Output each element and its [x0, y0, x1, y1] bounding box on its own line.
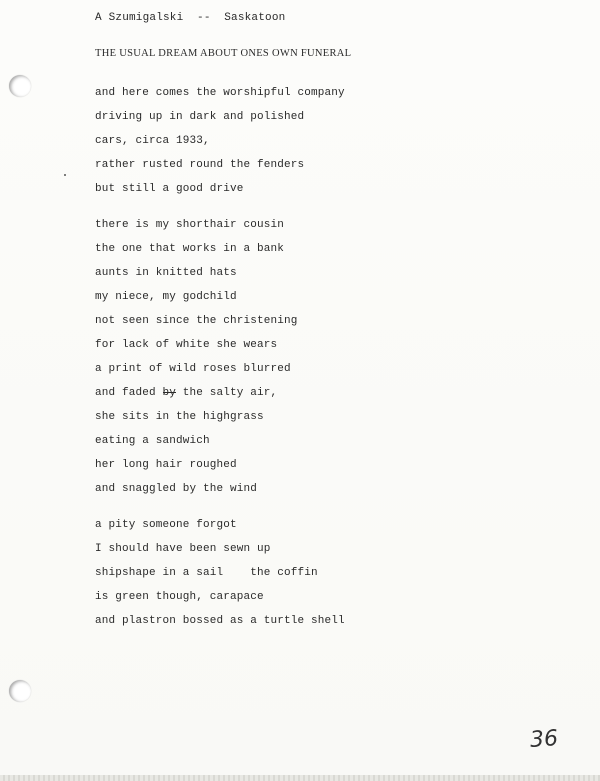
paper-speck	[64, 174, 66, 176]
handwritten-page-number: 36	[529, 726, 559, 753]
poem-line: a pity someone forgot	[95, 519, 237, 531]
poem-line: shipshape in a sail the coffin	[95, 567, 318, 579]
poem-line: and here comes the worshipful company	[95, 87, 345, 99]
poem-line: my niece, my godchild	[95, 291, 237, 303]
poem-line: rather rusted round the fenders	[95, 159, 305, 171]
poem-line: she sits in the highgrass	[95, 411, 264, 423]
poem-line: I should have been sewn up	[95, 543, 271, 555]
poem-line: driving up in dark and polished	[95, 111, 305, 123]
poem-line: and snaggled by the wind	[95, 483, 258, 495]
line-segment: and faded	[95, 387, 163, 399]
poem-line: not seen since the christening	[95, 315, 298, 327]
poem-title: THE USUAL DREAM ABOUT ONES OWN FUNERAL	[95, 48, 352, 59]
poem-line: a print of wild roses blurred	[95, 363, 291, 375]
poem-line: her long hair roughed	[95, 459, 237, 471]
poem-line: but still a good drive	[95, 183, 244, 195]
poem-line: for lack of white she wears	[95, 339, 278, 351]
page-bottom-edge	[0, 775, 600, 781]
poem-line-with-correction	[95, 386, 277, 400]
poem-line: eating a sandwich	[95, 435, 210, 447]
struck-word: by	[162, 387, 177, 399]
poem-line: aunts in knitted hats	[95, 267, 237, 279]
poem-line: cars, circa 1933,	[95, 135, 210, 147]
poem-line: is green though, carapace	[95, 591, 264, 603]
line-segment: the salty air,	[176, 387, 278, 399]
author-location-header: A Szumigalski -- Saskatoon	[95, 12, 286, 24]
punch-hole-bottom	[9, 680, 31, 702]
poem-line: there is my shorthair cousin	[95, 219, 285, 231]
punch-hole-top	[9, 75, 31, 97]
poem-line: the one that works in a bank	[95, 243, 285, 255]
poem-line: and plastron bossed as a turtle shell	[95, 615, 345, 627]
